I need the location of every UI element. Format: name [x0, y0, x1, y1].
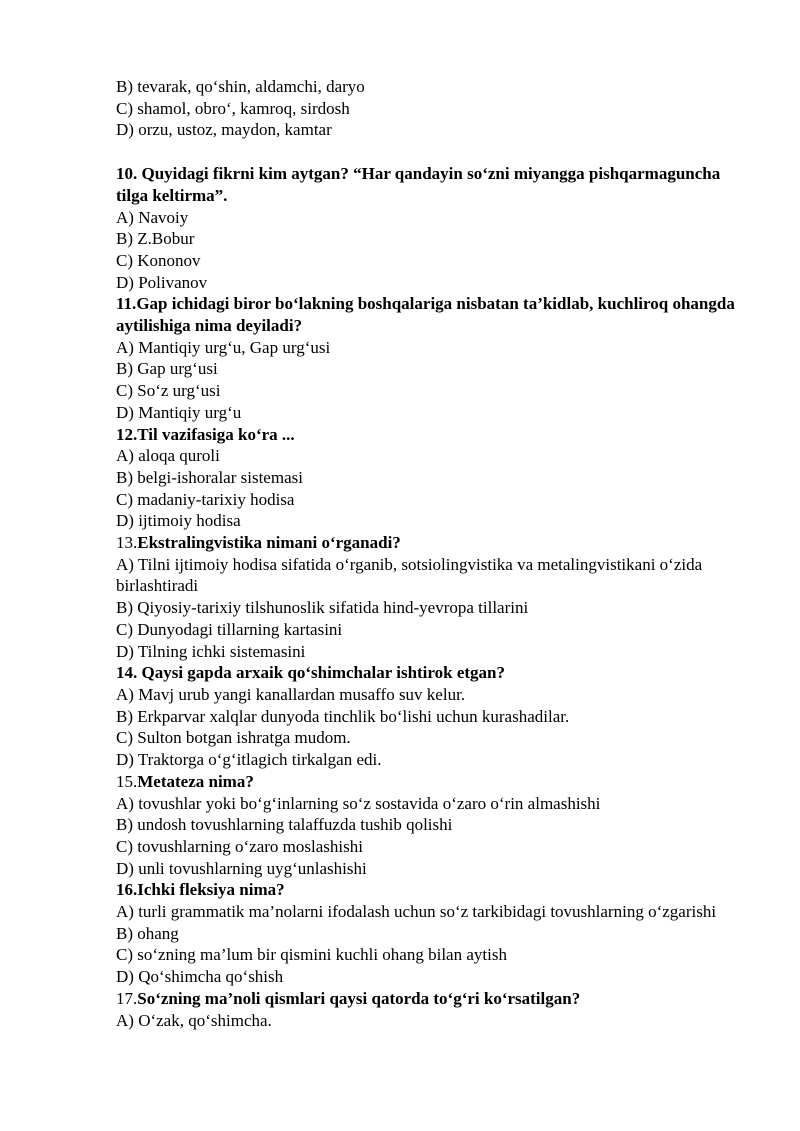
- question-text: Quyidagi fikrni kim aytgan? “Har qandayin so‘zni miyangga pishqarmaguncha tilga keltirma”.: [116, 164, 721, 205]
- option-a: A) tovushlar yoki bo‘g‘inlarning so‘z sostavida o‘zaro o‘rin almashishi: [116, 793, 601, 813]
- option-b: B) tevarak, qo‘shin, aldamchi, daryo: [116, 77, 365, 96]
- continuation-options: [116, 76, 756, 141]
- question-text: So‘zning ma’noli qismlari qaysi qatorda to‘g‘ri ko‘rsatilgan?: [137, 988, 581, 1008]
- option-b: B) Z.Bobur: [116, 229, 195, 249]
- page-content: [116, 76, 756, 1031]
- spacer: [116, 141, 756, 163]
- question-title: [116, 424, 756, 446]
- question-15: [116, 771, 756, 880]
- question-text: Til vazifasiga ko‘ra ...: [137, 424, 295, 444]
- question-text: Qaysi gapda arxaik qo‘shimchalar ishtirok etgan?: [141, 663, 506, 683]
- question-text: Ichki fleksiya nima?: [137, 880, 285, 900]
- option-a: A) Tilni ijtimoiy hodisa sifatida o‘rganib, sotsiolingvistika va metalingvistikani o‘zida birlashtiradi: [116, 554, 703, 596]
- option-d: D) Qo‘shimcha qo‘shish: [116, 967, 284, 987]
- option-c: C) shamol, obro‘, kamroq, sirdosh: [116, 98, 350, 118]
- question-10: [116, 163, 756, 293]
- question-number: 17.: [116, 988, 138, 1008]
- question-number: 12.: [116, 424, 138, 444]
- option-a: A) turli grammatik ma’nolarni ifodalash uchun so‘z tarkibidagi tovushlarning o‘zgarishi: [116, 902, 717, 922]
- question-number: 10.: [116, 164, 142, 184]
- option-c: C) so‘zning ma’lum bir qismini kuchli ohang bilan aytish: [116, 945, 507, 965]
- question-number: 11.: [116, 294, 137, 314]
- question-text: Ekstralingvistika nimani o‘rganadi?: [137, 533, 401, 553]
- question-text: Metateza nima?: [137, 771, 254, 791]
- option-d: D) orzu, ustoz, maydon, kamtar: [116, 120, 332, 140]
- question-13: [116, 532, 756, 662]
- option-d: D) Tilning ichki sistemasini: [116, 641, 306, 661]
- question-title: [116, 988, 756, 1010]
- question-title: [116, 293, 756, 336]
- option-c: C) Kononov: [116, 250, 201, 270]
- option-c: C) Sulton botgan ishratga mudom.: [116, 728, 351, 748]
- option-a: A) O‘zak, qo‘shimcha.: [116, 1010, 272, 1030]
- question-title: [116, 163, 756, 206]
- option-b: B) Gap urg‘usi: [116, 359, 218, 379]
- option-d: D) Mantiqiy urg‘u: [116, 402, 242, 422]
- option-a: A) Mantiqiy urg‘u, Gap urg‘usi: [116, 337, 331, 357]
- option-a: A) Navoiy: [116, 207, 189, 227]
- question-title: [116, 879, 756, 901]
- option-d: D) Traktorga o‘g‘itlagich tirkalgan edi.: [116, 750, 382, 770]
- question-12: [116, 424, 756, 533]
- question-16: [116, 879, 756, 988]
- question-14: [116, 662, 756, 771]
- question-11: [116, 293, 756, 423]
- option-c: C) tovushlarning o‘zaro moslashishi: [116, 836, 363, 856]
- option-b: B) Erkparvar xalqlar dunyoda tinchlik bo‘lishi uchun kurashadilar.: [116, 706, 570, 726]
- question-number: 14.: [116, 663, 142, 683]
- question-title: [116, 771, 756, 793]
- option-d: D) unli tovushlarning uyg‘unlashishi: [116, 858, 367, 878]
- question-text: Gap ichidagi biror bo‘lakning boshqalariga nisbatan ta’kidlab, kuchliroq ohangda aytilishiga nima deyiladi?: [116, 294, 735, 336]
- question-number: 16.: [116, 880, 138, 900]
- option-c: C) So‘z urg‘usi: [116, 381, 221, 401]
- question-17: [116, 988, 756, 1031]
- question-number: 15.: [116, 771, 138, 791]
- option-b: B) ohang: [116, 923, 179, 943]
- option-b: B) undosh tovushlarning talaffuzda tushib qolishi: [116, 815, 453, 835]
- option-b: B) Qiyosiy-tarixiy tilshunoslik sifatida hind-yevropa tillarini: [116, 598, 529, 618]
- question-number: 13.: [116, 533, 138, 553]
- option-d: D) Polivanov: [116, 272, 208, 292]
- option-d: D) ijtimoiy hodisa: [116, 511, 241, 531]
- question-title: [116, 532, 756, 554]
- question-title: [116, 662, 756, 684]
- option-a: A) aloqa quroli: [116, 446, 220, 466]
- option-c: C) Dunyodagi tillarning kartasini: [116, 619, 343, 639]
- option-a: A) Mavj urub yangi kanallardan musaffo suv kelur.: [116, 684, 466, 704]
- option-c: C) madaniy-tarixiy hodisa: [116, 489, 295, 509]
- option-b: B) belgi-ishoralar sistemasi: [116, 467, 303, 487]
